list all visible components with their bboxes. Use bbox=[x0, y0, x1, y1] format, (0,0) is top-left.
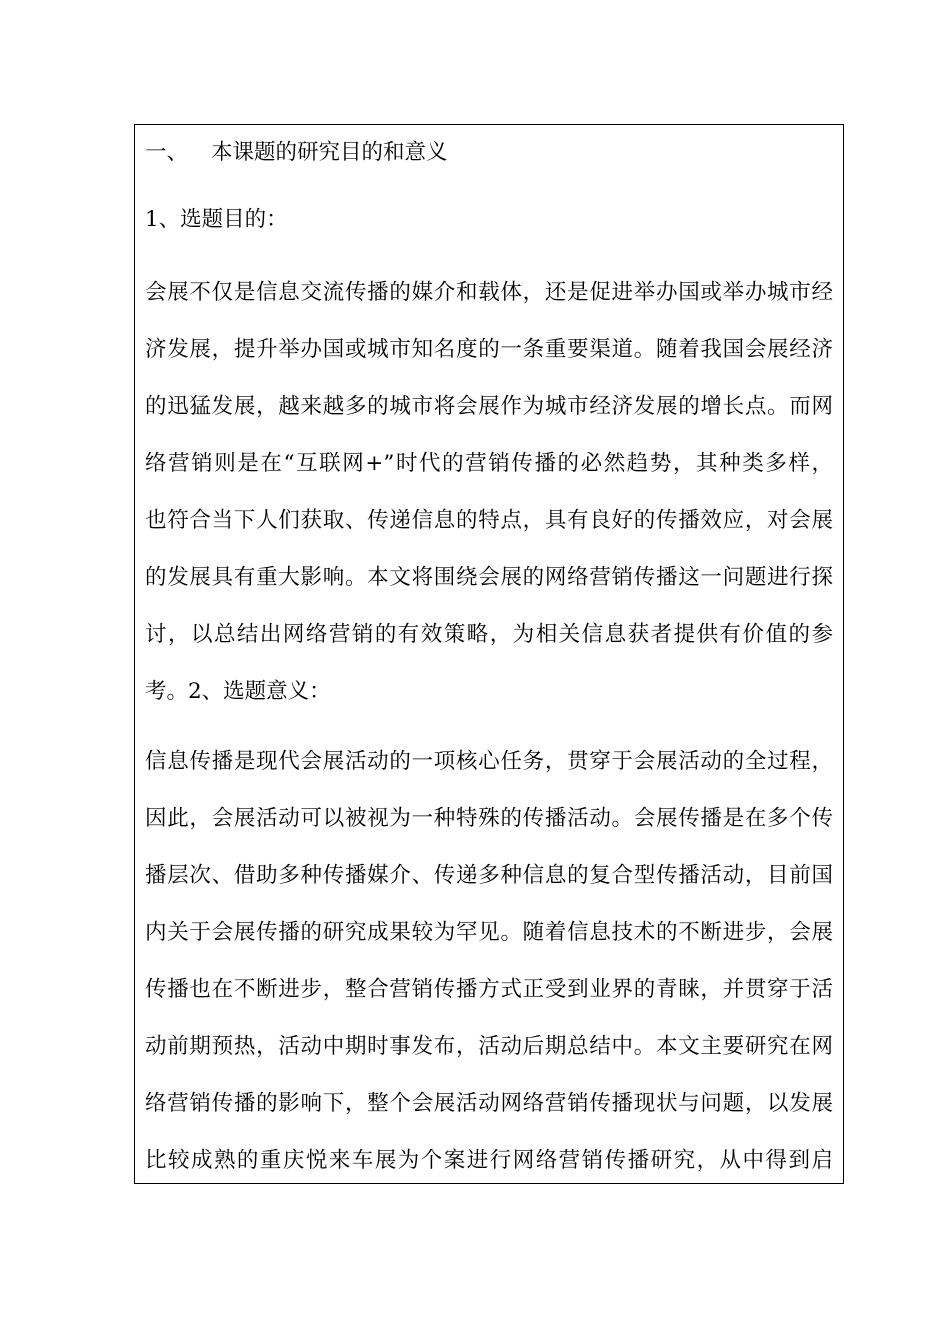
purpose-line-7: 讨，以总结出网络营销的有效策略，为相关信息获者提供有价值的参 bbox=[145, 622, 833, 647]
purpose-line-1: 会展不仅是信息交流传播的媒介和载体，还是促进举办国或举办城市经 bbox=[145, 280, 833, 305]
significance-line-1: 信息传播是现代会展活动的一项核心任务，贯穿于会展活动的全过程， bbox=[145, 749, 833, 774]
significance-line-4: 内关于会展传播的研究成果较为罕见。随着信息技术的不断进步，会展 bbox=[145, 920, 833, 945]
purpose-line-4: 络营销则是在“互联网+”时代的营销传播的必然趋势，其种类多样， bbox=[145, 451, 833, 476]
significance-line-8: 比较成熟的重庆悦来车展为个案进行网络营销传播研究，从中得到启 bbox=[145, 1148, 833, 1173]
significance-line-2: 因此，会展活动可以被视为一种特殊的传播活动。会展传播是在多个传 bbox=[145, 806, 833, 831]
content-table-cell bbox=[134, 124, 844, 1184]
purpose-line-8: 考。2、选题意义： bbox=[145, 679, 331, 704]
purpose-line-6: 的发展具有重大影响。本文将围绕会展的网络营销传播这一问题进行探 bbox=[145, 565, 833, 590]
section-number: 一、 bbox=[145, 140, 189, 165]
purpose-line-2: 济发展，提升举办国或城市知名度的一条重要渠道。随着我国会展经济 bbox=[145, 337, 833, 362]
significance-line-3: 播层次、借助多种传播媒介、传递多种信息的复合型传播活动，目前国 bbox=[145, 863, 833, 888]
purpose-line-5: 也符合当下人们获取、传递信息的特点，具有良好的传播效应，对会展 bbox=[145, 508, 833, 533]
significance-line-6: 动前期预热，活动中期时事发布，活动后期总结中。本文主要研究在网 bbox=[145, 1034, 833, 1059]
significance-line-5: 传播也在不断进步，整合营销传播方式正受到业界的青睐，并贯穿于活 bbox=[145, 977, 833, 1002]
purpose-heading: 1、选题目的： bbox=[145, 207, 288, 232]
significance-line-7: 络营销传播的影响下，整个会展活动网络营销传播现状与问题，以发展 bbox=[145, 1091, 833, 1116]
section-title: 本课题的研究目的和意义 bbox=[211, 140, 448, 165]
purpose-line-3: 的迅猛发展，越来越多的城市将会展作为城市经济发展的增长点。而网 bbox=[145, 394, 833, 419]
section-heading bbox=[145, 133, 448, 173]
